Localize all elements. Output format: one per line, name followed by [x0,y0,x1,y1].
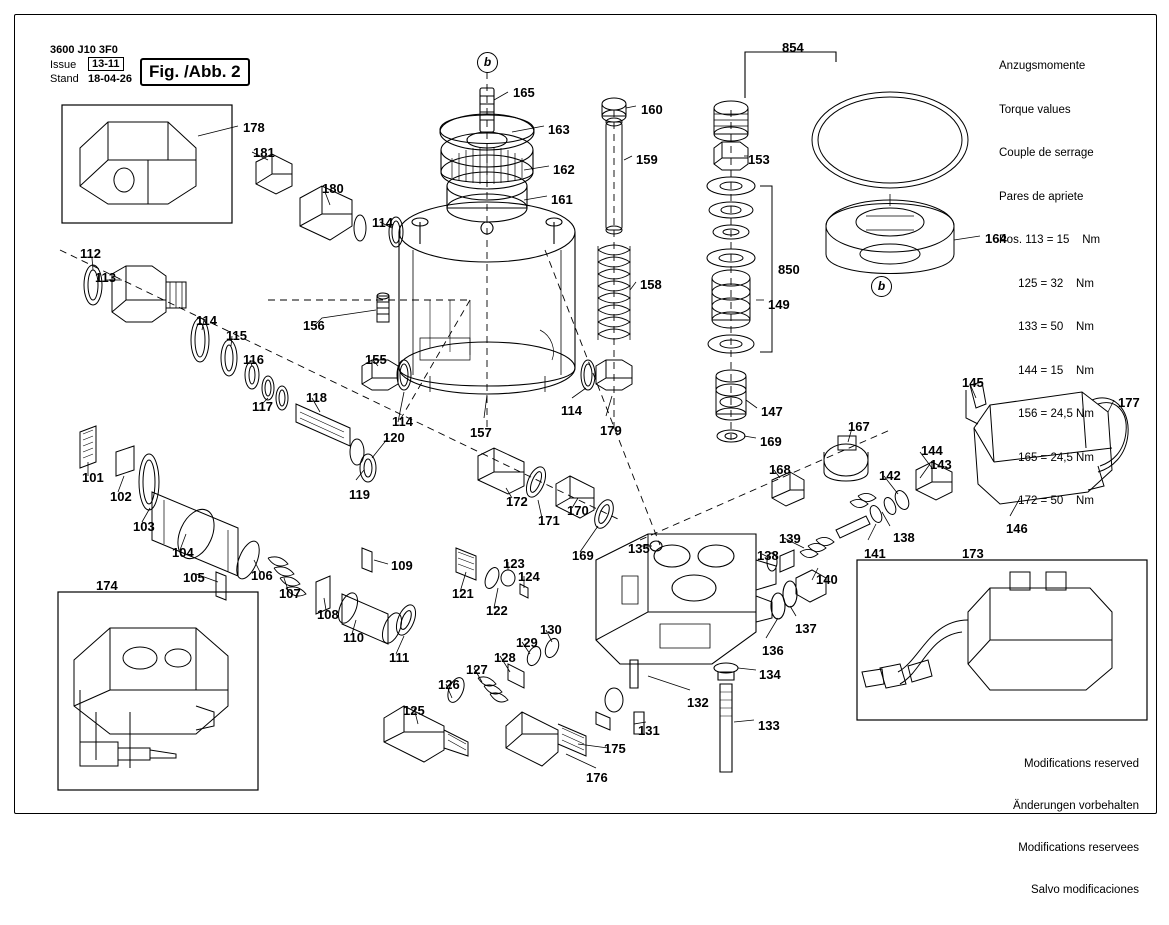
torque-line: Torque values [999,103,1071,116]
torque-line: 144 = 15 Nm [999,364,1094,377]
part-callout-170: 170 [567,503,589,518]
part-callout-144: 144 [921,443,943,458]
footer-note: Modifications reservees [1018,842,1139,854]
part-callout-114: 114 [392,414,413,429]
part-callout-126: 126 [438,677,460,692]
part-callout-157: 157 [470,425,492,440]
part-callout-138: 138 [757,548,779,563]
torque-line: 133 = 50 Nm [999,321,1094,333]
part-callout-173: 173 [962,546,984,561]
part-callout-104: 104 [172,545,194,560]
part-callout-176: 176 [586,770,608,785]
part-callout-139: 139 [779,531,801,546]
part-callout-168: 168 [769,462,791,477]
part-callout-161: 161 [551,192,573,207]
part-callout-107: 107 [279,586,301,601]
part-callout-113: 113 [95,270,116,285]
footer-notes [939,729,1139,925]
part-callout-124: 124 [518,569,540,584]
torque-values-block [999,30,1100,538]
part-callout-127: 127 [466,662,488,677]
part-callout-169: 169 [760,434,782,449]
part-callout-101: 101 [82,470,104,485]
part-callout-163: 163 [548,122,570,137]
part-callout-172: 172 [506,494,528,509]
part-callout-137: 137 [795,621,817,636]
part-callout-135: 135 [628,541,650,556]
part-callout-103: 103 [133,519,155,534]
footer-note: Modifications reserved [1023,758,1139,770]
part-callout-117: 117 [252,399,273,414]
part-callout-128: 128 [494,650,516,665]
torque-line: Anzugsmomente [999,60,1086,72]
part-callout-114: 114 [561,403,582,418]
part-callout-112: 112 [80,246,101,261]
part-callout-156: 156 [303,318,325,333]
part-callout-130: 130 [540,622,562,637]
part-callout-159: 159 [636,152,658,167]
part-callout-106: 106 [251,568,273,583]
part-callout-178: 178 [243,120,265,135]
part-callout-108: 108 [317,607,339,622]
part-callout-140: 140 [816,572,838,587]
issue-label: Issue [50,59,77,71]
ref-circle-b-top: b [477,52,498,73]
torque-line: 125 = 32 Nm [999,277,1094,290]
part-callout-158: 158 [640,277,662,292]
footer-note: Änderungen vorbehalten [1013,800,1139,812]
part-callout-143: 143 [930,457,952,472]
part-callout-105: 105 [183,570,205,585]
part-callout-136: 136 [762,643,784,658]
part-callout-165: 165 [513,85,535,100]
part-callout-109: 109 [391,558,413,573]
part-callout-120: 120 [383,430,405,445]
issue-value: 13-11 [88,57,124,71]
part-callout-141: 141 [864,546,886,561]
part-callout-171: 171 [538,513,560,528]
part-callout-180: 180 [322,181,344,196]
part-callout-129: 129 [516,635,538,650]
part-callout-132: 132 [687,695,709,710]
part-callout-167: 167 [848,419,870,434]
group-label-854: 854 [782,40,804,55]
torque-line: 156 = 24,5 Nm [999,408,1094,420]
part-callout-147: 147 [761,404,783,419]
group-label-850: 850 [778,262,800,277]
part-callout-122: 122 [486,603,508,618]
part-callout-111: 111 [389,650,410,665]
part-callout-138: 138 [893,530,915,545]
ref-circle-b-bottom: b [871,276,892,297]
part-callout-119: 119 [349,487,370,502]
part-callout-155: 155 [365,352,387,367]
part-callout-164: 164 [985,231,1007,246]
part-callout-110: 110 [343,630,364,645]
part-callout-134: 134 [759,667,781,682]
part-callout-102: 102 [110,489,132,504]
part-callout-116: 116 [243,352,264,367]
part-callout-121: 121 [452,586,474,601]
part-callout-123: 123 [503,556,525,571]
torque-line: 172 = 50 Nm [999,495,1094,507]
part-callout-145: 145 [962,375,984,390]
torque-line: Pares de apriete [999,190,1084,203]
footer-note: Salvo modificaciones [1030,884,1139,896]
part-callout-146: 146 [1006,521,1028,536]
part-callout-114: 114 [372,215,393,230]
figure-label: Fig. /Abb. 2 [140,58,250,86]
part-callout-149: 149 [768,297,790,312]
part-callout-133: 133 [758,718,780,733]
stand-value: 18-04-26 [88,73,133,85]
part-callout-179: 179 [600,423,622,438]
part-number: 3600 J10 3F0 [50,44,118,56]
torque-line: Couple de serrage [999,147,1094,159]
part-callout-160: 160 [641,102,663,117]
part-callout-162: 162 [553,162,575,177]
part-callout-181: 181 [253,145,275,160]
part-callout-169: 169 [572,548,594,563]
part-callout-177: 177 [1118,395,1140,410]
part-callout-153: 153 [748,152,770,167]
torque-line: Pos. 113 = 15 Nm [999,234,1101,246]
part-callout-114: 114 [196,313,217,328]
part-callout-118: 118 [306,390,327,405]
part-callout-142: 142 [879,468,901,483]
part-callout-131: 131 [638,723,660,738]
torque-line: 165 = 24,5 Nm [999,451,1094,464]
stand-label: Stand [50,73,79,85]
part-callout-115: 115 [226,328,247,343]
part-callout-175: 175 [604,741,626,756]
part-callout-174: 174 [96,578,118,593]
part-callout-125: 125 [403,703,425,718]
